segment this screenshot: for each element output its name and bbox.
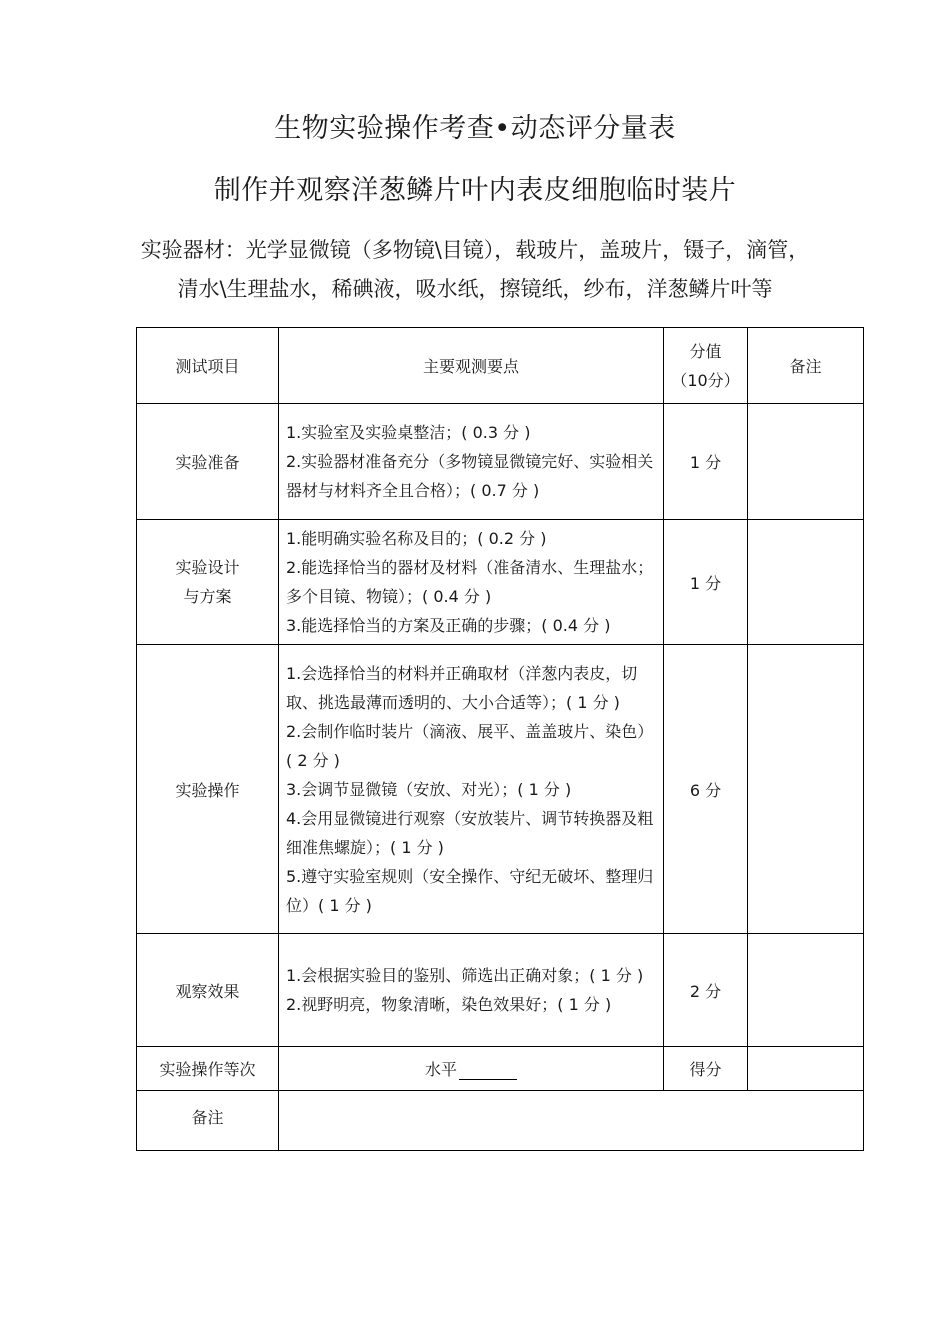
header-points: 主要观测要点 [279, 328, 664, 404]
point-item: 5.遵守实验室规则（安全操作、守纪无破坏、整理归位）( 1 分 ) [286, 866, 654, 915]
level-blank[interactable] [459, 1061, 517, 1080]
points-cell [279, 404, 664, 520]
remark-row [137, 1091, 864, 1151]
score-cell: 6 分 [664, 645, 748, 934]
level-cell [279, 1047, 664, 1091]
remark-cell [748, 645, 864, 934]
table-row [137, 645, 864, 934]
header-score-total: （10分） [671, 370, 740, 390]
score-label: 得分 [664, 1047, 748, 1091]
header-row [137, 328, 864, 404]
materials-line-2: 清水\生理盐水，稀碘液，吸水纸，擦镜纸，纱布，洋葱鳞片叶等 [177, 277, 773, 301]
grade-label: 实验操作等次 [137, 1047, 279, 1091]
point-item: 2.视野明亮，物象清晰，染色效果好；( 1 分 ) [286, 995, 612, 1014]
table-row [137, 520, 864, 645]
point-item: 2.实验器材准备充分（多物镜显微镜完好、实验相关器材与材料齐全且合格）；( 0.7 分 ) [286, 452, 654, 500]
remark-cell [748, 934, 864, 1047]
page-title: 生物实验操作考查•动态评分量表 [274, 113, 676, 144]
header-score-label: 分值 [689, 341, 722, 361]
point-item: 4.会用显微镜进行观察（安放装片、调节转换器及粗细准焦螺旋）；( 1 分 ) [286, 808, 654, 857]
point-item: 1.能明确实验名称及目的；( 0.2 分 ) [286, 529, 547, 548]
point-item: 3.能选择恰当的方案及正确的步骤；( 0.4 分 ) [286, 616, 611, 635]
remark-cell [748, 520, 864, 645]
remark-content[interactable] [279, 1091, 864, 1151]
item-cell: 实验操作 [137, 645, 279, 934]
materials-line-1: 实验器材：光学显微镜（多物镜\目镜），载玻片，盖玻片，镊子，滴管， [140, 238, 810, 262]
remark-cell [748, 404, 864, 520]
experiment-title: 制作并观察洋葱鳞片叶内表皮细胞临时装片 [213, 175, 737, 206]
header-score [664, 328, 748, 404]
score-cell: 1 分 [664, 404, 748, 520]
score-cell: 2 分 [664, 934, 748, 1047]
point-item: 1.会选择恰当的材料并正确取材（洋葱内表皮，切取、挑选最薄而透明的、大小合适等）；( 1 分 ) [286, 663, 638, 712]
points-cell [279, 520, 664, 645]
rubric-table [136, 327, 864, 1151]
level-label: 水平 [424, 1060, 457, 1079]
grade-row [137, 1047, 864, 1091]
point-item: 3.会调节显微镜（安放、对光）；( 1 分 ) [286, 779, 572, 799]
point-item: 2.能选择恰当的器材及材料（准备清水、生理盐水；多个目镜、物镜）；( 0.4 分 ) [286, 558, 654, 606]
item-label: 与方案 [183, 587, 232, 606]
point-item: 2.会制作临时装片（滴液、展平、盖盖玻片、染色）( 2 分 ) [286, 721, 654, 770]
table-row [137, 934, 864, 1047]
point-item: 1.会根据实验目的鉴别、筛选出正确对象；( 1 分 ) [286, 966, 644, 985]
header-remark: 备注 [748, 328, 864, 404]
item-cell [137, 520, 279, 645]
item-cell: 实验准备 [137, 404, 279, 520]
point-item: 1.实验室及实验桌整洁；( 0.3 分 ) [286, 423, 531, 442]
header-item: 测试项目 [137, 328, 279, 404]
item-cell: 观察效果 [137, 934, 279, 1047]
score-cell: 1 分 [664, 520, 748, 645]
points-cell [279, 645, 664, 934]
score-value-cell[interactable] [748, 1047, 864, 1091]
item-label: 实验设计 [175, 558, 240, 577]
points-cell [279, 934, 664, 1047]
table-row [137, 404, 864, 520]
remark-label: 备注 [137, 1091, 279, 1151]
